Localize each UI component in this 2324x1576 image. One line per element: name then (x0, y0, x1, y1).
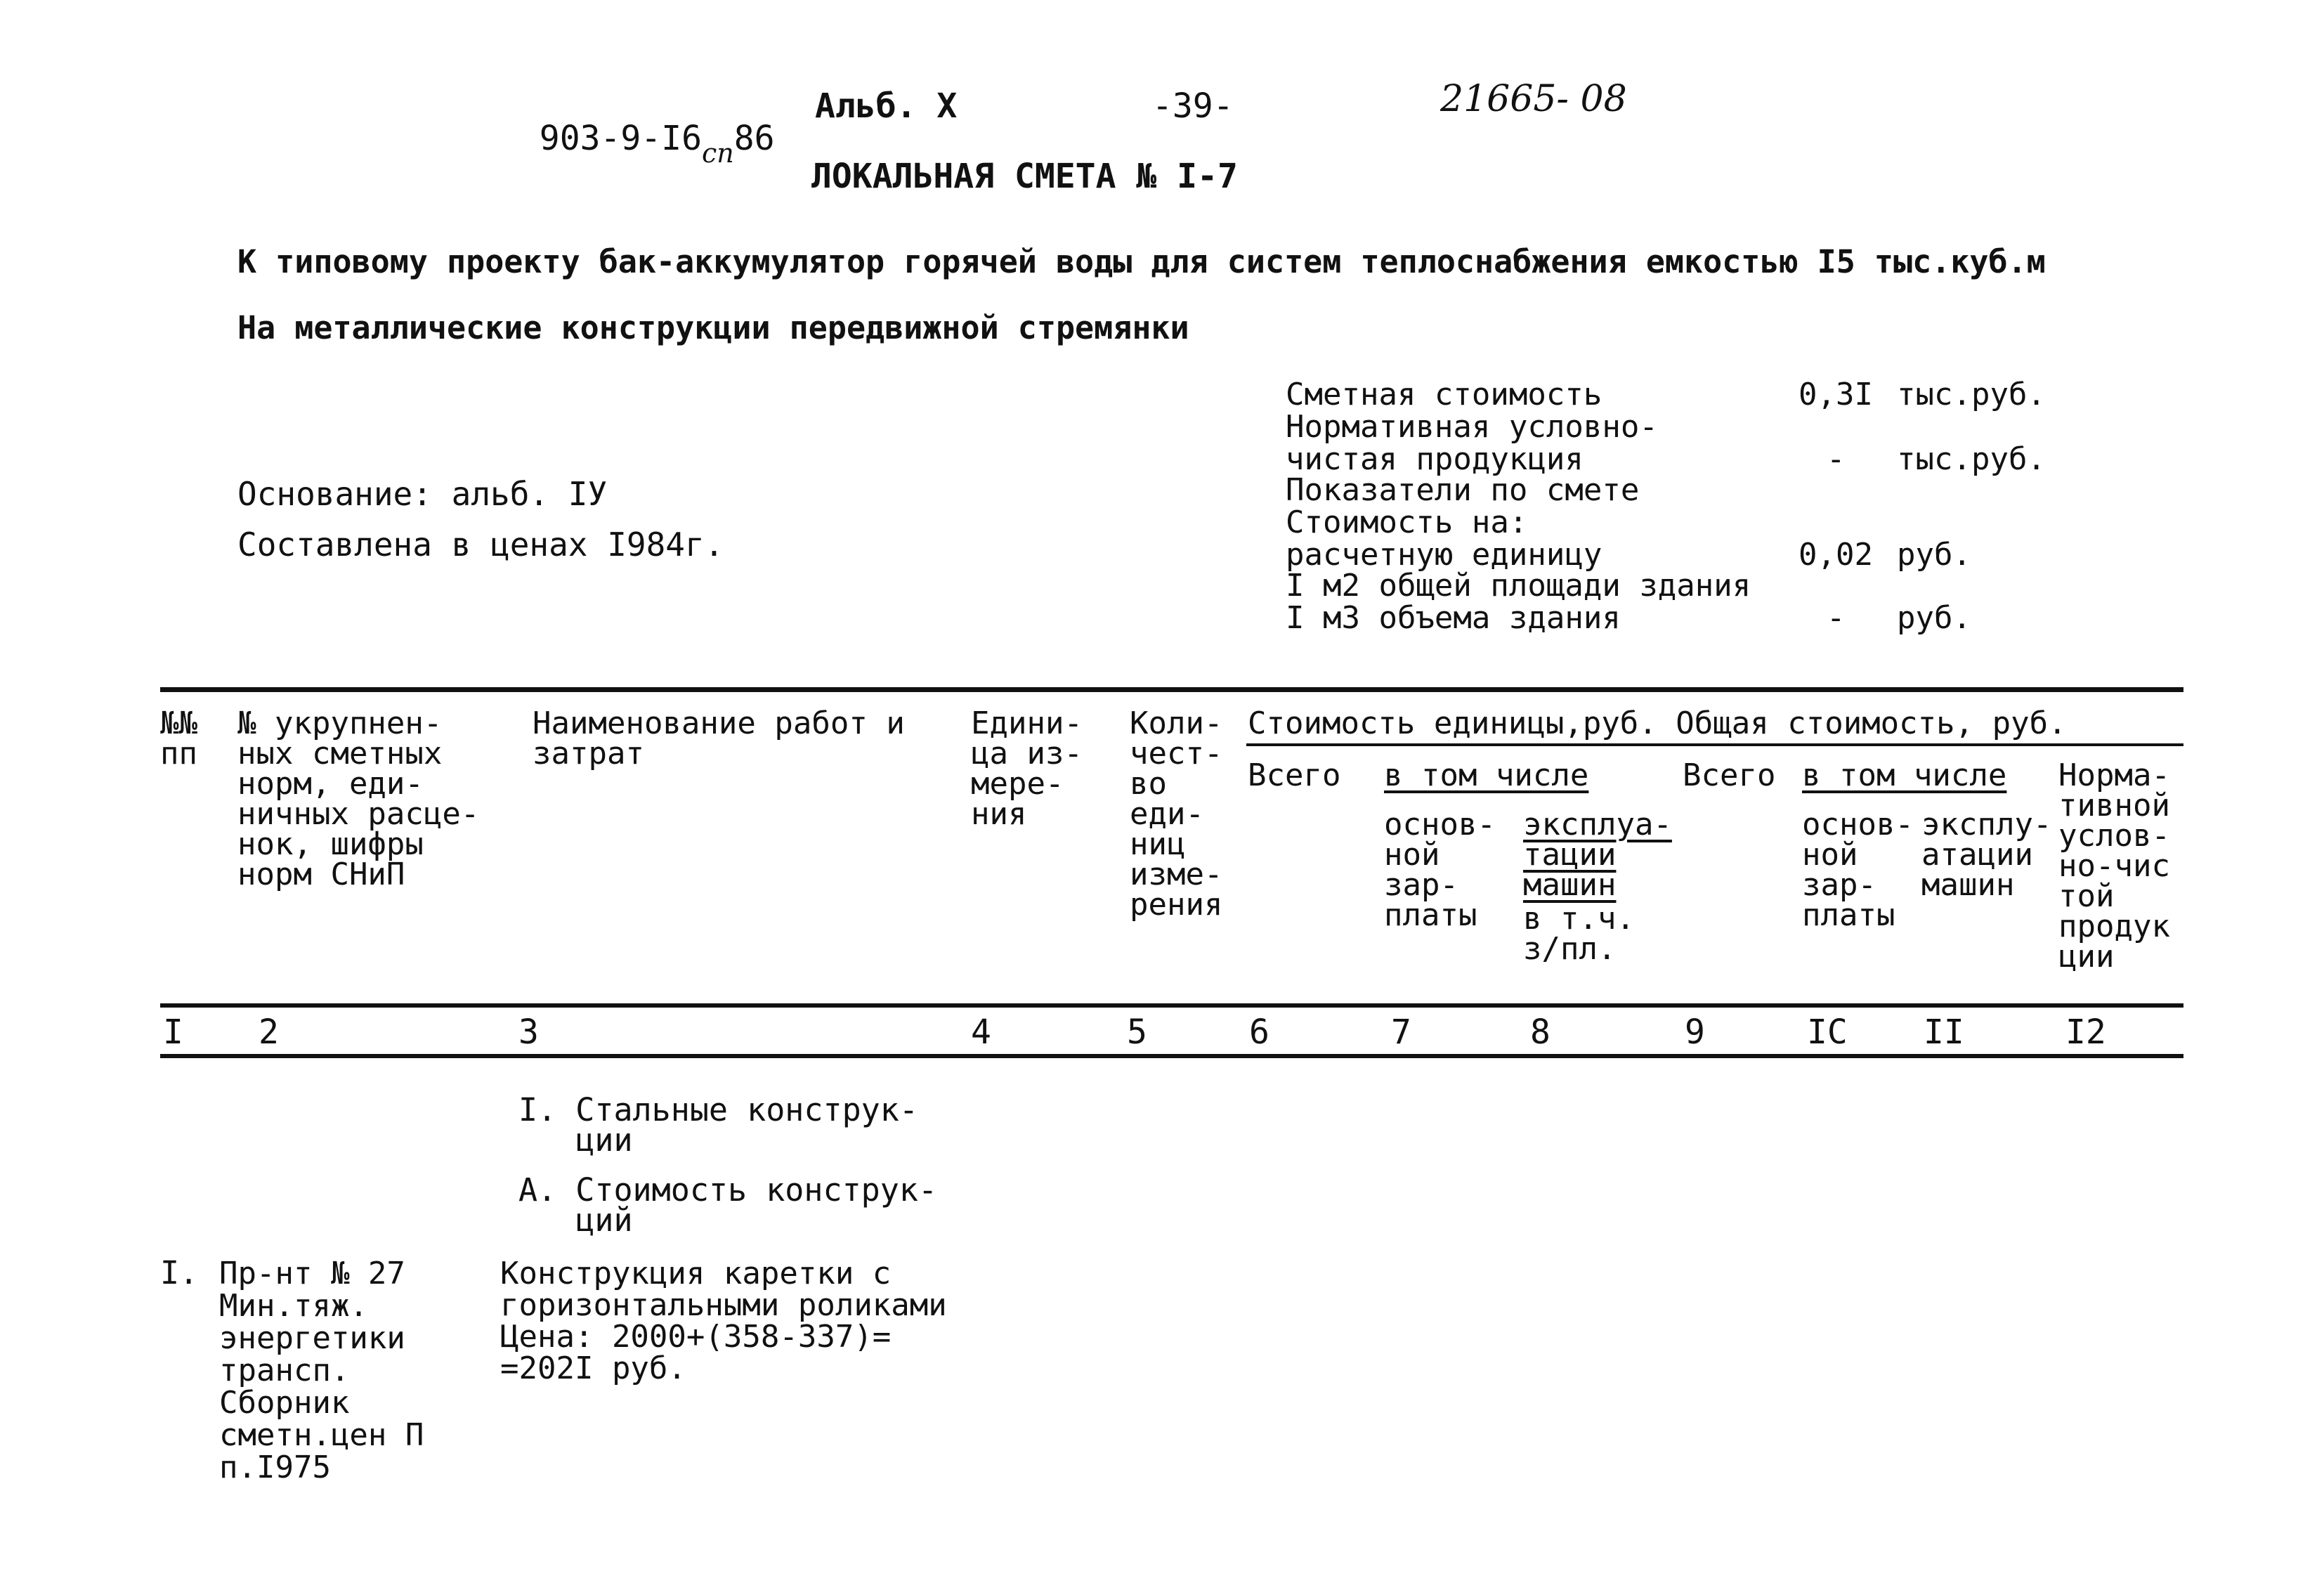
basis-line-1: Основание: альб. IУ (237, 475, 608, 513)
header-col-8a: эксплуа- тации машин (1523, 807, 1672, 903)
col-number-3: 3 (518, 1012, 539, 1052)
col-numbers-rule (160, 1054, 2183, 1058)
col-number-12: I2 (2065, 1012, 2106, 1052)
summary-unit: руб. (1897, 600, 1971, 636)
col-number-11: II (1924, 1012, 1964, 1052)
doc-code (499, 90, 775, 169)
header-col-12: Норма- тивной услов- но-чис той продук ции (2058, 757, 2170, 975)
header-col-7: основ- ной зар- платы (1384, 807, 1496, 933)
row-name: Конструкция каретки с горизонтальными роликами Цена: 2000+(358-337)= =202I руб. (500, 1256, 947, 1386)
summary-label: I м3 объема здания (1286, 600, 1621, 636)
header-col-4: Едини- ца из- мере- ния (971, 705, 1083, 832)
header-incl-1: в том числе (1384, 757, 1589, 793)
summary-label: Показатели по смете (1286, 472, 1640, 508)
summary-label: Сметная стоимость (1286, 377, 1602, 412)
summary-unit: тыс.руб. (1897, 441, 2046, 477)
header-col-10: основ- ной зар- платы (1802, 807, 1914, 933)
col-number-2: 2 (259, 1012, 279, 1052)
album-label: Альб. X (815, 86, 958, 126)
summary-value: 0,02 (1799, 537, 1873, 573)
header-col-3: Наименование работ и затрат (533, 705, 905, 771)
intro-line-1: К типовому проекту бак-аккумулятор горячей воды для систем теплоснабжения емкостью I5 тыс.куб.м (237, 243, 2046, 280)
table-top-rule (160, 687, 2183, 692)
summary-label: чистая продукция (1286, 441, 1584, 477)
summary-unit: руб. (1897, 537, 1971, 573)
summary-unit: тыс.руб. (1897, 377, 2046, 412)
page-number: -39- (1152, 86, 1234, 126)
summary-value: 0,3I (1799, 377, 1873, 412)
col-number-6: 6 (1249, 1012, 1269, 1052)
col-number-9: 9 (1685, 1012, 1705, 1052)
col-number-1: I (163, 1012, 183, 1052)
header-col-11: эксплу- атации машин (1921, 807, 2052, 903)
summary-label: расчетную единицу (1286, 537, 1602, 573)
summary-value: - (1827, 441, 1846, 477)
handwritten-number: 21665- 08 (1440, 78, 1627, 120)
doc-code-year: 86 (733, 119, 775, 158)
row-norm: Пр-нт № 27 Мин.тяж. энергетики трансп. Сборник сметн.цен П п.I975 (219, 1256, 424, 1485)
col-number-10: IC (1807, 1012, 1848, 1052)
summary-label: Стоимость на: (1286, 504, 1528, 540)
header-incl-2: в том числе (1802, 757, 2007, 793)
basis-line-2: Составлена в ценах I984г. (237, 526, 724, 564)
doc-code-sub: сп (701, 138, 734, 169)
col-number-4: 4 (971, 1012, 991, 1052)
col-number-5: 5 (1127, 1012, 1147, 1052)
header-col-2: № укрупнен- ных сметных норм, еди- ничных расце- нок, шифры норм СНиП (237, 705, 480, 892)
group-rule (1246, 743, 2183, 746)
header-bottom-rule (160, 1003, 2183, 1008)
col-number-8: 8 (1530, 1012, 1551, 1052)
page-title: ЛОКАЛЬНАЯ СМЕТА № I-7 (811, 157, 1238, 196)
row-number: I. (160, 1254, 199, 1291)
summary-label: Нормативная условно- (1286, 409, 1658, 445)
summary-value: - (1827, 600, 1846, 636)
header-group: Стоимость единицы,руб. Общая стоимость, руб. (1248, 705, 2067, 741)
header-col-8b: в т.ч. з/пл. (1523, 901, 1635, 967)
summary-label: I м2 общей площади здания (1286, 568, 1751, 604)
header-col-9: Всего (1683, 757, 1776, 793)
header-col-6: Всего (1248, 757, 1341, 793)
section-heading: А. Стоимость конструк- ций (518, 1171, 938, 1239)
header-col-5: Коли- чест- во еди- ниц изме- рения (1130, 705, 1223, 923)
intro-line-2: На металлические конструкции передвижной стремянки (237, 309, 1189, 346)
doc-code-main: 903-9-I6 (539, 119, 702, 158)
section-heading: I. Стальные конструк- ции (518, 1091, 918, 1159)
header-col-1: №№ пп (160, 705, 197, 771)
col-number-7: 7 (1391, 1012, 1411, 1052)
